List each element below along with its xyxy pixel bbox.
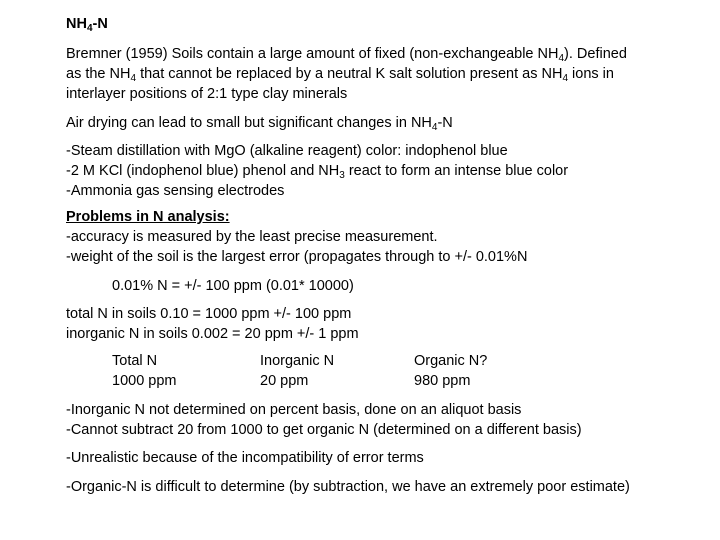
air-drying-text: Air drying can lead to small but significant changes in NH xyxy=(66,115,432,131)
note-organic-n: -Organic-N is difficult to determine (by subtraction, we have an extremely poor estimate) xyxy=(66,479,630,495)
title-text: NH xyxy=(66,16,87,32)
air-drying-tail: -N xyxy=(437,115,453,131)
subscript: 4 xyxy=(431,122,438,133)
subscript: 4 xyxy=(558,53,565,64)
comparison-inorganic-n xyxy=(260,351,334,391)
methods-list xyxy=(66,141,568,201)
intro-paragraph xyxy=(66,44,627,104)
method-gas-electrodes: -Ammonia gas sensing electrodes xyxy=(66,183,285,199)
comparison-value: 980 ppm xyxy=(414,373,471,389)
intro-line-3: interlayer positions of 2:1 type clay minerals xyxy=(66,86,348,102)
problems-line-2: -weight of the soil is the largest error (propagates through to +/- 0.01%N xyxy=(66,249,528,265)
method-kcl-tail: react to form an intense blue color xyxy=(344,163,569,179)
comparison-organic-n xyxy=(414,351,487,391)
comparison-label: Inorganic N xyxy=(260,353,335,369)
notes-basis xyxy=(66,400,582,440)
page-title xyxy=(66,14,108,34)
method-kcl-indophenol xyxy=(66,161,568,181)
intro-line-2 xyxy=(66,64,627,84)
error-example: 0.01% N = +/- 100 ppm (0.01* 10000) xyxy=(112,278,354,294)
note-aliquot-basis: -Inorganic N not determined on percent basis, done on an aliquot basis xyxy=(66,402,522,418)
problems-line-1: -accuracy is measured by the least precise measurement. xyxy=(66,229,438,245)
intro-line-2-middle: that cannot be replaced by a neutral K salt solution present as NH xyxy=(136,66,563,82)
intro-line-2-tail: ions in xyxy=(568,66,614,82)
air-drying-note xyxy=(66,113,453,133)
total-n-line: total N in soils 0.10 = 1000 ppm +/- 100 ppm xyxy=(66,306,352,322)
problems-heading: Problems in N analysis: xyxy=(66,209,230,225)
totals-block xyxy=(66,304,359,344)
subscript: 4 xyxy=(562,73,568,84)
title-suffix: -N xyxy=(92,16,108,32)
comparison-value: 1000 ppm xyxy=(112,373,177,389)
method-kcl-text: -2 M KCl (indophenol blue) phenol and NH xyxy=(66,163,340,179)
intro-line-1-tail: ). Defined xyxy=(564,46,627,62)
intro-line-1 xyxy=(66,44,627,64)
note-cannot-subtract: -Cannot subtract 20 from 1000 to get organic N (determined on a different basis) xyxy=(66,422,582,438)
comparison-label: Organic N? xyxy=(414,353,488,369)
note-unrealistic: -Unrealistic because of the incompatibility of error terms xyxy=(66,450,424,466)
subscript: 3 xyxy=(339,170,345,181)
problems-section xyxy=(66,207,527,267)
title-subscript: 4 xyxy=(86,23,93,34)
inorganic-n-line: inorganic N in soils 0.002 = 20 ppm +/- 1 ppm xyxy=(66,326,359,342)
comparison-label: Total N xyxy=(112,353,158,369)
comparison-value: 20 ppm xyxy=(260,373,309,389)
comparison-total-n xyxy=(112,351,177,391)
method-steam-distillation: -Steam distillation with MgO (alkaline reagent) color: indophenol blue xyxy=(66,143,508,159)
intro-line-2-text: as the NH xyxy=(66,66,131,82)
subscript: 4 xyxy=(130,73,137,84)
intro-line-1-text: Bremner (1959) Soils contain a large amount of fixed (non-exchangeable NH xyxy=(66,46,559,62)
